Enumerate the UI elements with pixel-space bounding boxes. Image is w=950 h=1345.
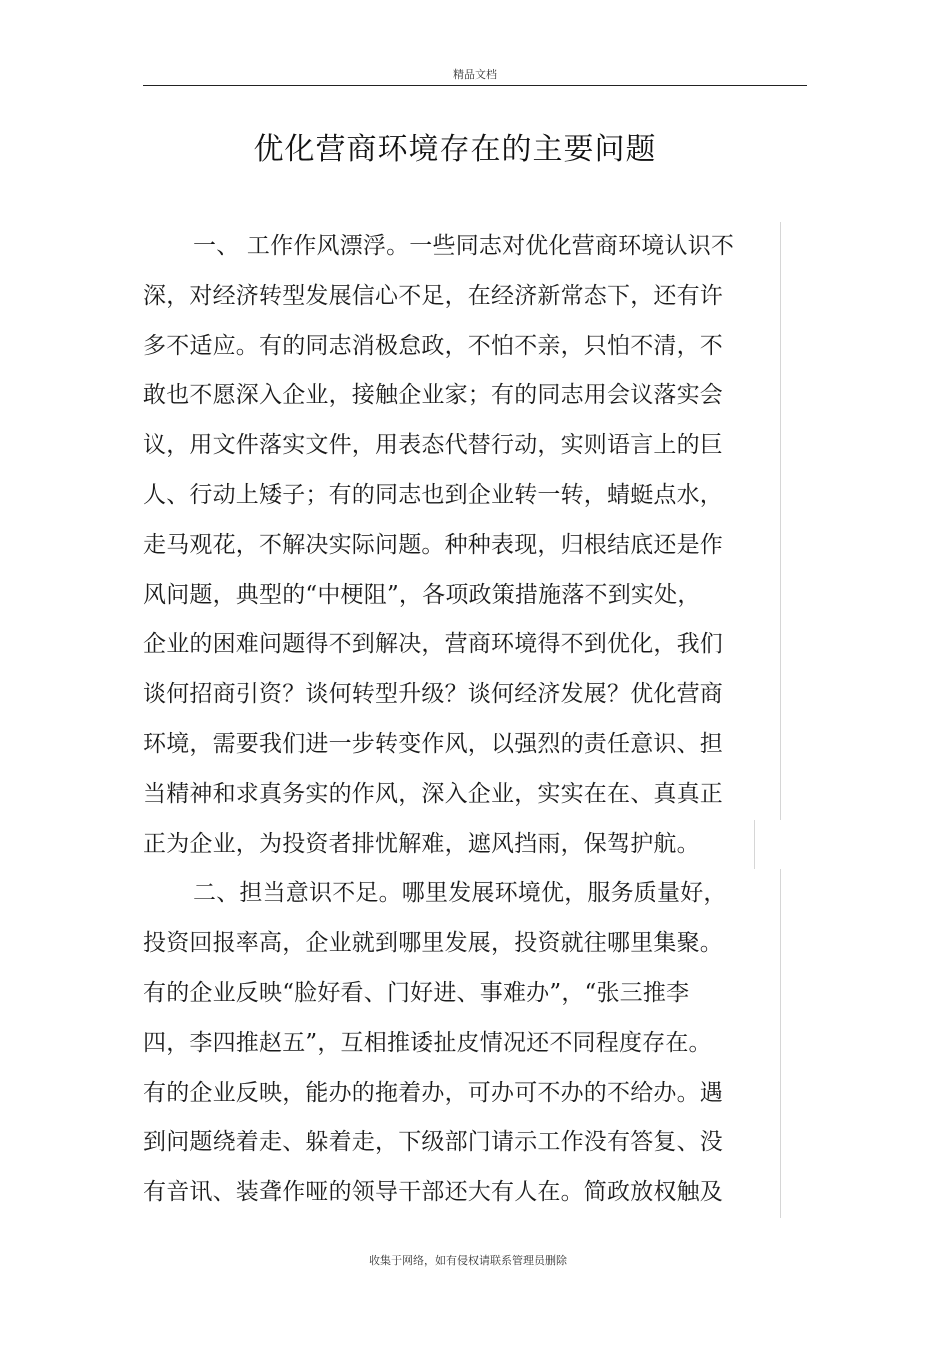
body-line xyxy=(143,371,783,421)
body-line-text: 四，李四推赵五”，互相推诿扯皮情况还不同程度存在。 xyxy=(143,1029,712,1056)
body-line xyxy=(143,571,783,621)
line-edge xyxy=(780,620,781,670)
line-edge xyxy=(780,272,781,322)
body-line-text: 环境，需要我们进一步转变作风，以强烈的责任意识、担 xyxy=(143,730,723,757)
body-line-text: 深，对经济转型发展信心不足，在经济新常态下，还有许 xyxy=(143,282,723,309)
line-edge xyxy=(780,1118,781,1168)
line-edge xyxy=(780,969,781,1019)
body-line-text: 多不适应。有的同志消极怠政，不怕不亲，只怕不清，不 xyxy=(143,332,723,359)
line-edge xyxy=(780,421,781,471)
line-edge xyxy=(780,521,781,571)
line-edge xyxy=(780,322,781,372)
body-line xyxy=(143,770,783,820)
page-header: 精品文档 xyxy=(453,68,497,81)
line-edge xyxy=(780,371,781,421)
body-line xyxy=(143,620,783,670)
line-edge xyxy=(780,1069,781,1119)
line-edge xyxy=(780,1019,781,1069)
body-line xyxy=(143,969,783,1019)
line-edge xyxy=(780,1168,781,1218)
body-line-text: 有的企业反映，能办的拖着办，可办可不办的不给办。遇 xyxy=(143,1079,723,1106)
document-body xyxy=(143,222,783,1218)
body-line-text: 二、担当意识不足。哪里发展环境优，服务质量好， xyxy=(193,880,727,907)
page-footer: 收集于网络，如有侵权请联系管理员删除 xyxy=(369,1254,567,1267)
body-line-text: 敢也不愿深入企业，接触企业家；有的同志用会议落实会 xyxy=(143,382,723,409)
body-line-text: 企业的困难问题得不到解决，营商环境得不到优化，我们 xyxy=(143,631,723,658)
body-line-text: 谈何招商引资？谈何转型升级？谈何经济发展？优化营商 xyxy=(143,681,723,708)
body-line xyxy=(143,670,783,720)
body-line-text: 有的企业反映“脸好看、门好进、事难办”，“张三推李 xyxy=(143,979,690,1006)
body-line-text: 投资回报率高，企业就到哪里发展，投资就往哪里集聚。 xyxy=(143,930,723,957)
line-edge xyxy=(754,820,755,870)
document-title: 优化营商环境存在的主要问题 xyxy=(253,132,657,167)
body-line-text: 一、 工作作风漂浮。一些同志对优化营商环境认识不 xyxy=(193,233,735,259)
body-line xyxy=(143,919,783,969)
body-line xyxy=(143,820,783,870)
line-edge xyxy=(780,720,781,770)
body-line xyxy=(143,1118,783,1168)
line-edge xyxy=(780,222,781,272)
body-line-text: 有音讯、装聋作哑的领导干部还大有人在。简政放权触及 xyxy=(143,1179,723,1206)
body-line xyxy=(143,272,783,322)
body-line-text: 议，用文件落实文件，用表态代替行动，实则语言上的巨 xyxy=(143,432,723,459)
body-line xyxy=(143,1168,783,1218)
body-line xyxy=(143,421,783,471)
body-line xyxy=(143,471,783,521)
body-line-text: 当精神和求真务实的作风，深入企业，实实在在、真真正 xyxy=(143,780,723,807)
line-edge xyxy=(780,770,781,820)
body-line-text: 正为企业，为投资者排忧解难，遮风挡雨，保驾护航。 xyxy=(143,830,700,857)
body-line xyxy=(143,322,783,372)
line-edge xyxy=(780,919,781,969)
body-line xyxy=(143,720,783,770)
body-line-text: 走马观花，不解决实际问题。种种表现，归根结底还是作 xyxy=(143,531,723,558)
body-line-text: 人、行动上矮子；有的同志也到企业转一转，蜻蜓点水， xyxy=(143,481,723,508)
header-rule xyxy=(143,85,807,86)
body-line xyxy=(143,1019,783,1069)
body-line xyxy=(143,521,783,571)
body-line-text: 到问题绕着走、躲着走，下级部门请示工作没有答复、没 xyxy=(143,1129,723,1156)
line-edge xyxy=(780,869,781,919)
line-edge xyxy=(780,471,781,521)
body-line xyxy=(143,222,783,272)
body-line-text: 风问题，典型的“中梗阻”，各项政策措施落不到实处， xyxy=(143,581,701,608)
line-edge xyxy=(780,571,781,621)
body-line xyxy=(143,1069,783,1119)
body-line xyxy=(143,869,783,919)
line-edge xyxy=(780,670,781,720)
